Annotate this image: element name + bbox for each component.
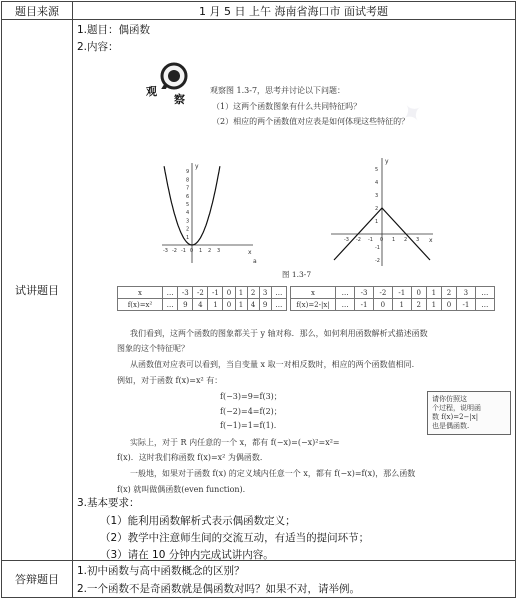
- value-table-cell: 0: [411, 287, 426, 299]
- value-table-cell: 1: [208, 299, 223, 311]
- para1-line2: 图象的这个特征呢？: [117, 344, 189, 353]
- defense-row: [2, 560, 515, 597]
- value-table-cell: …: [475, 299, 494, 311]
- graph1-y-tick: 4: [186, 210, 190, 217]
- value-table-cell: 0: [373, 299, 392, 311]
- header-row: [2, 2, 515, 20]
- figure-caption: 图 1.3-7: [282, 270, 312, 279]
- value-table-row: [118, 299, 287, 311]
- value-table-cell: -3: [355, 287, 374, 299]
- graph1-y-tick: 7: [186, 185, 190, 192]
- watermark: ✦: [395, 95, 431, 133]
- value-table-cell: -3: [178, 287, 193, 299]
- observe-q2: （2）相应的两个函数值对应表是如何体现这些特征的？: [212, 117, 410, 126]
- graph2-x-tick: -3: [344, 237, 349, 243]
- value-table-row: [291, 299, 495, 311]
- value-table-cell: 1: [426, 287, 441, 299]
- value-table-cell: 0: [441, 299, 456, 311]
- defense-question-2: 2.一个函数不是奇函数就是偶函数对吗？如果不对，请举例。: [77, 583, 361, 595]
- value-table-abs: [290, 286, 495, 311]
- graph1-y-tick: 5: [186, 202, 190, 208]
- graph1-y-tick: 6: [186, 193, 190, 200]
- graph1-x-tick: 0: [190, 248, 194, 254]
- equation-1: f(−3)=9=f(3)；: [220, 392, 282, 401]
- value-table-cell: 0: [223, 299, 235, 311]
- header-source-value: 1 月 5 日 上午 海南省海口市 面试考题: [199, 4, 388, 18]
- side-note-line: 请你仿照这: [432, 395, 467, 403]
- graph1-y-tick: 2: [186, 226, 190, 233]
- value-table-cell: 1: [235, 287, 247, 299]
- graph1-x-tick: 1: [199, 248, 203, 254]
- defense-question-1: 1.初中函数与高中函数概念的区别？: [77, 565, 245, 577]
- defense-content: [72, 560, 515, 597]
- value-table-cell: f(x)=2-|x|: [291, 299, 336, 311]
- para2-line1: 从函数值对应表可以看到，当自变量 x 取一对相反数时，相应的两个函数值相同.: [130, 360, 415, 369]
- value-table-cell: x: [291, 287, 336, 299]
- question-table: [1, 1, 516, 598]
- graph2-x-tick: 2: [404, 237, 408, 243]
- value-table-row: [291, 287, 495, 299]
- graph2-y-label: y: [385, 158, 389, 165]
- value-table-cell: 4: [193, 299, 208, 311]
- value-table-cell: x: [118, 287, 163, 299]
- value-table-cell: …: [163, 299, 178, 311]
- side-note-line: 数 f(x)=2−|x|: [432, 413, 479, 421]
- topic-line: 1.题目：偶函数: [77, 24, 151, 36]
- observe-q1: （1）这两个函数图象有什么共同特征吗？: [212, 102, 362, 111]
- value-table-cell: -1: [208, 287, 223, 299]
- graph1-y-tick: 1: [186, 234, 190, 241]
- equation-2: f(−2)=4=f(2)；: [220, 407, 282, 416]
- value-table-row: [118, 287, 287, 299]
- value-table-cell: 1: [235, 299, 247, 311]
- side-note-line: 个过程，说明函: [432, 404, 481, 412]
- graph1-x-tick: -1: [181, 248, 186, 254]
- parabola-graph: [157, 159, 257, 269]
- side-note: [427, 391, 511, 435]
- value-table-cell: 9: [259, 299, 271, 311]
- graph2-y-tick: 3: [375, 193, 379, 199]
- para4-line1: 一般地，如果对于函数 f(x) 的定义域内任意一个 x，都有 f(−x)=f(x)，那么函数: [130, 469, 416, 478]
- graph2-y-tick: 4: [375, 180, 379, 186]
- graph1-y-tick: 9: [186, 169, 190, 176]
- value-table-cell: 1: [392, 299, 411, 311]
- graph2-x-tick: 1: [392, 237, 396, 243]
- requirement-2: （2）教学中注意师生间的交流互动，有适当的提问环节；: [100, 532, 370, 544]
- value-table-cell: f(x)=x²: [118, 299, 163, 311]
- value-table-cell: 2: [441, 287, 456, 299]
- para1-line1: 我们看到，这两个函数的图象都关于 y 轴对称．那么，如何利用函数解析式描述函数: [130, 329, 428, 338]
- value-table-cell: -1: [355, 299, 374, 311]
- graph1-x-tick: -2: [172, 248, 177, 254]
- value-table-cell: 2: [411, 299, 426, 311]
- value-table-cell: 3: [259, 287, 271, 299]
- value-table-cell: -1: [392, 287, 411, 299]
- graph2-y-tick: 2: [375, 206, 379, 212]
- requirement-1: （1）能利用函数解析式表示偶函数定义；: [100, 515, 296, 527]
- graph1-y-tick: 8: [186, 177, 190, 184]
- para3-line2: f(x)．这时我们称函数 f(x)=x² 为偶函数．: [117, 453, 268, 462]
- observe-intro: 观察图 1.3-7，思考并讨论以下问题：: [210, 86, 346, 95]
- value-table-cell: -2: [373, 287, 392, 299]
- value-table-cell: …: [271, 287, 286, 299]
- para3-line1: 实际上，对于 R 内任意的一个 x，都有 f(−x)=(−x)²=x²=: [130, 438, 340, 447]
- value-table-cell: 1: [426, 299, 441, 311]
- equation-3: f(−1)=1=f(1).: [220, 421, 277, 430]
- value-table-cell: 4: [247, 299, 259, 311]
- requirements-title: 3.基本要求：: [77, 497, 140, 509]
- defense-label: 答辩题目: [2, 560, 73, 597]
- abs-graph: [327, 154, 437, 269]
- graph2-y-tick: 1: [375, 219, 379, 225]
- value-table-cell: …: [163, 287, 178, 299]
- graph2-y-tick: 5: [375, 167, 379, 173]
- graph2-x-tick: -1: [368, 237, 373, 243]
- graph2-y-tick: -1: [375, 245, 380, 251]
- value-table-cell: -1: [456, 299, 475, 311]
- lecture-content: [72, 19, 515, 560]
- value-table-square: [117, 286, 287, 311]
- side-note-line: 也是偶函数.: [432, 422, 470, 430]
- header-source-label: 题目来源: [2, 2, 73, 19]
- value-table-cell: 3: [456, 287, 475, 299]
- value-table-cell: …: [271, 299, 286, 311]
- graph2-y-tick: -2: [375, 258, 380, 264]
- requirement-3: （3）请在 10 分钟内完成试讲内容。: [100, 549, 274, 561]
- graph1-x-tick: 3: [217, 248, 221, 254]
- graph1-x-tick: -3: [163, 248, 168, 254]
- value-table-cell: 2: [247, 287, 259, 299]
- observe-badge: [144, 61, 196, 107]
- para4-line2: f(x) 就叫做偶函数(even function).: [117, 485, 246, 494]
- graph1-x-label: x: [248, 249, 252, 256]
- value-table-cell: 0: [223, 287, 235, 299]
- value-table-cell: …: [475, 287, 494, 299]
- graph1-y-tick: 3: [186, 218, 190, 225]
- badge-char-top: 观: [146, 85, 157, 98]
- badge-char-bottom: 察: [174, 93, 185, 106]
- lecture-row: [2, 19, 515, 561]
- graph1-extra-label: a: [253, 258, 257, 265]
- graph2-x-tick: 3: [416, 237, 420, 243]
- value-table-cell: 9: [178, 299, 193, 311]
- value-table-cell: …: [336, 287, 355, 299]
- graph1-y-label: y: [195, 163, 199, 170]
- content-line: 2.内容：: [77, 41, 119, 53]
- graph2-x-tick: 0: [380, 237, 384, 243]
- graph2-x-tick: -2: [356, 237, 361, 243]
- value-table-cell: -2: [193, 287, 208, 299]
- graph2-x-label: x: [429, 237, 433, 244]
- value-table-cell: …: [336, 299, 355, 311]
- lecture-label: 试讲题目: [2, 19, 73, 560]
- para2-line2: 例如，对于函数 f(x)=x² 有：: [117, 376, 223, 385]
- graph1-x-tick: 2: [208, 248, 212, 254]
